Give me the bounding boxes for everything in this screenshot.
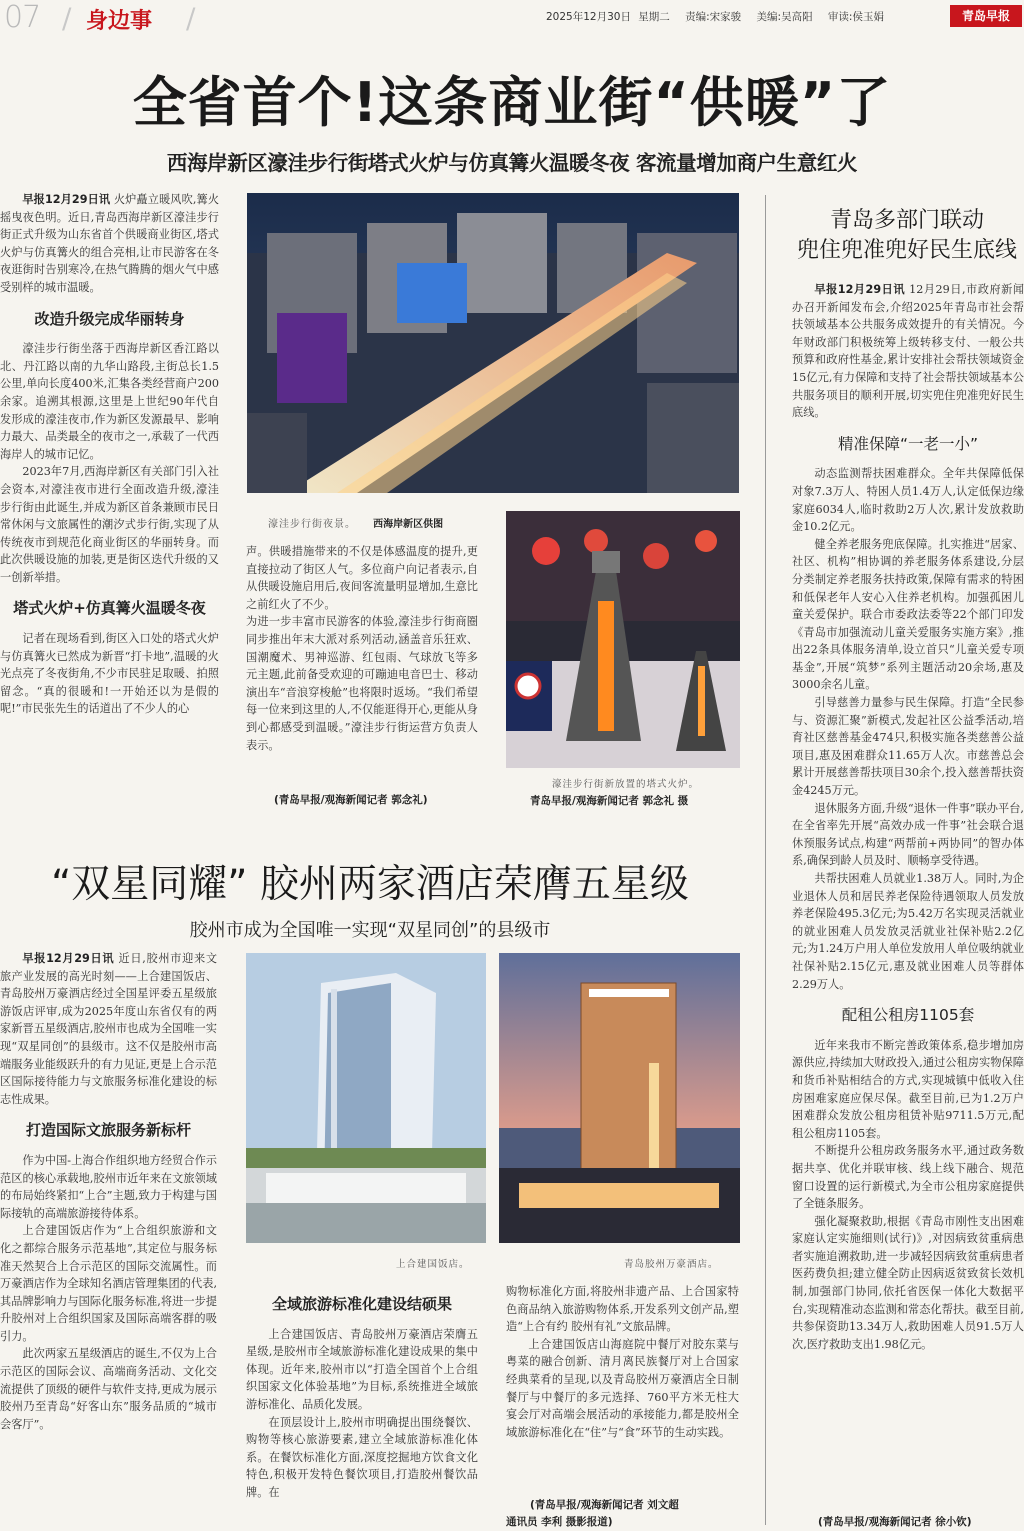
column-divider bbox=[765, 195, 766, 1525]
article2-paragraph-5: 在顶层设计上,胶州市明确提出围绕餐饮、购物等核心旅游要素,建立全域旅游标准化体系。在餐饮标准化方面,深度挖掘地方饮食文化特色,积极开发特色餐饮项目,打造胶州餐饮品牌。在 bbox=[246, 1415, 478, 1499]
article3-headline bbox=[790, 206, 1024, 266]
brand-text: 青岛早报 bbox=[961, 9, 1010, 23]
article2-paragraph-3: 此次两家五星级酒店的诞生,不仅为上合示范区的国际会议、高端商务活动、文化交流提供了顶级的硬件与软件支持,更成为展示胶州乃至青岛“好客山东”服务品质的“城市会客厅”。 bbox=[0, 1347, 217, 1431]
article2-middle-column bbox=[246, 1296, 478, 1531]
article1-intro: 火炉矗立暖风吹,篝火摇曳夜色明。近日,青岛西海岸新区濠洼步行街正式升级为山东省首个供暖商业街区,塔式火炉与仿真篝火的组合亮相,让市民游客在冬夜逛街时告别寒冷,在热气腾腾的烟火气中感受别样的城市温暖。 bbox=[0, 193, 219, 294]
article1-photo2-caption: 濠洼步行街新放置的塔式火炉。 bbox=[552, 779, 700, 790]
article2-subheading-1: 打造国际文旅服务新标杆 bbox=[25, 1121, 191, 1140]
header-weekday: 星期二 bbox=[638, 11, 670, 23]
article3-intro-lead: 早报12月29日讯 bbox=[814, 283, 906, 296]
article1-photo-street bbox=[247, 193, 739, 493]
page-header bbox=[0, 0, 1024, 36]
article2-paragraph-6: 购物标准化方面,将胶州非遗产品、上合国家特色商品纳入旅游购物体系,开发系列文创产品,塑造“上合有约 胶州有礼”文旅品牌。 bbox=[506, 1285, 739, 1334]
article1-middle-column bbox=[246, 543, 478, 813]
header-editor: 责编:宋家骏 bbox=[685, 11, 742, 23]
tower-heater-image bbox=[506, 511, 740, 768]
article3-paragraph-6: 近年来我市不断完善政策体系,稳步增加房源供应,持续加大财政投入,通过公租房实物保障和货币补贴相结合的方式,实现城镇中低收入住房困难家庭应保尽保。截至目前,已为1.2万户困难群众发放公租房租赁补贴9711.5万元,配租公租房1105套。 bbox=[792, 1038, 1024, 1140]
article3-paragraph-2: 健全养老服务兜底保障。扎实推进“居家、社区、机构”相协调的养老服务体系建设,分层分类制定养老服务扶持政策,保障有需求的特困和低保老年人安心入住养老机构。加强孤困儿童关爱保护。联合市委政法委等22个部门印发《青岛市加强流动儿童关爱服务实施方案》,推出22条具体服务清单,设立首只“儿童关爱专项基金”,开展“筑梦”系列主题活动20余场,惠及3000余名儿童。 bbox=[792, 537, 1024, 692]
article1-photo1-credit: 西海岸新区供图 bbox=[373, 519, 444, 530]
article2-photo-jianguo bbox=[246, 953, 486, 1243]
article3-paragraph-3: 引导慈善力量参与民生保障。打造“全民参与、资源汇聚”新模式,发起社区公益季活动,培育社区慈善基金474只,积极实施各类慈善公益项目,惠及困难群众11.65万人次。市慈善总会累计开展慈善帮扶项目30余个,投入慈善帮扶资金4245万元。 bbox=[792, 696, 1024, 798]
article2-credit-1: (青岛早报/观海新闻记者 刘文超 bbox=[530, 1499, 679, 1511]
article2-paragraph-2: 上合建国饭店作为“上合组织旅游和文化之都综合服务示范基地”,其定位与服务标准天然契合上合示范区的国际交流属性。而万豪酒店作为全球知名酒店管理集团的代表,其品牌影响力与国际化服务标准,将进一步提升胶州对上合组织国家及国际高端客群的吸引力。 bbox=[0, 1224, 217, 1343]
article2-right-column bbox=[506, 1283, 739, 1498]
article2-photo1-caption: 上合建国饭店。 bbox=[396, 1259, 470, 1270]
article1-subhead: 西海岸新区濠洼步行街塔式火炉与仿真篝火温暖冬夜 客流量增加商户生意红火 bbox=[166, 151, 858, 175]
article2-paragraph-4: 上合建国饭店、青岛胶州万豪酒店荣膺五星级,是胶州市全域旅游标准化建设成果的集中体现。近年来,胶州市以“打造全国首个上合组织国家文化体验基地”为目标,系统推进全域旅游标准化、品质化发展。 bbox=[246, 1327, 478, 1411]
article3-subheading-1: 精准保障“一老一小” bbox=[837, 434, 979, 453]
page-number: 07 bbox=[4, 0, 41, 35]
article3-credit: (青岛早报/观海新闻记者 徐小钦) bbox=[818, 1516, 972, 1528]
article3-intro: 12月29日,市政府新闻办召开新闻发布会,介绍2025年青岛市社会帮扶领域基本公共服务成效提升的有关情况。今年财政部门积极统筹上级转移支付、一般公共预算和政府性基金,累计安排社会帮扶领域资金15亿元,有力保障和支持了社会帮扶领域基本公共服务项目的顺利开展,切实兜住兜准兜好民生底线。 bbox=[792, 283, 1024, 420]
article1-photo1-caption-row bbox=[268, 512, 488, 531]
article1-paragraph-2: 2023年7月,西海岸新区有关部门引入社会资本,对濠洼夜市进行全面改造升级,濠洼步行街由此诞生,并成为新区首条兼顾市民日常休闲与文旅属性的潮汐式步行街,实现了从传统夜市到规范化商业街区的华丽转身。而此次供暖设施的加装,更是街区迭代升级的又一创新举措。 bbox=[0, 465, 219, 584]
article3-paragraph-1: 动态监测帮扶困难群众。全年共保障低保对象7.3万人、特困人员1.4万人,认定低保边缘家庭6034人,临时救助2万人次,累计发放救助金10.2亿元。 bbox=[792, 467, 1024, 534]
article2-left-column bbox=[0, 950, 217, 1530]
brand-logo bbox=[950, 5, 1022, 27]
article2-paragraph-7: 上合建国饭店山海庭院中餐厅对胶东菜与粤菜的融合创新、清月离民族餐厅对上合国家经典菜肴的呈现,以及青岛胶州万豪酒店全日制餐厅与中餐厅的多元选择、760平方米无柱大宴会厅对高端会展活动的承接能力,都是胶州全域旅游标准化在“住”与“食”环节的生动实践。 bbox=[506, 1337, 739, 1439]
article1-credit: (青岛早报/观海新闻记者 郭念礼) bbox=[274, 794, 428, 806]
header-date: 2025年12月30日 bbox=[546, 11, 631, 23]
article1-photo-heater bbox=[506, 511, 740, 768]
article1-intro-lead: 早报12月29日讯 bbox=[22, 193, 111, 206]
article2-photo-marriott bbox=[499, 953, 740, 1243]
marriott-hotel-image bbox=[499, 953, 740, 1243]
article3-paragraph-8: 强化凝聚救助,根据《青岛市刚性支出困难家庭认定实施细则(试行)》,对因病致贫重病患者实施追溯救助,进一步减轻因病致贫重病患者医药费负担;建立健全防止因病返贫致贫长效机制,加强部门协同,依托省医保一体化大数据平台,实现精准动态监测和常态化帮扶。截至目前,共参保资助13.34万人,救助困难人员91.5万人次,医疗救助支出1.98亿元。 bbox=[792, 1214, 1024, 1351]
article2-subheading-2: 全域旅游标准化建设结硕果 bbox=[271, 1296, 452, 1313]
article3-subheading-2: 配租公租房1105套 bbox=[841, 1006, 975, 1025]
street-night-image bbox=[247, 193, 739, 493]
article2-subhead: 胶州市成为全国唯一实现“双星同创”的县级市 bbox=[189, 920, 551, 941]
article2-headline: “双星同耀” 胶州两家酒店荣膺五星级 bbox=[51, 862, 689, 907]
article3-column bbox=[792, 281, 1024, 1513]
article3-paragraph-4: 退休服务方面,升级“退休一件事”联办平台,在全省率先开展“高效办成一件事”社会联合退休预服务试点,构建“两帮前+两协同”的智办体系,确保到龄人员及时、顺畅享受待遇。 bbox=[792, 801, 1024, 868]
article1-paragraph-4: 声。供暖措施带来的不仅是体感温度的提升,更直接拉动了街区人气。多位商户向记者表示,自从供暖设施启用后,夜间客流量明显增加,生意比之前红火了不少。 bbox=[246, 545, 478, 611]
article1-headline: 全省首个!这条商业街“供暖”了 bbox=[132, 71, 892, 134]
article2-intro-lead: 早报12月29日讯 bbox=[22, 952, 115, 965]
article1-subheading-2: 塔式火炉+仿真篝火温暖冬夜 bbox=[13, 599, 206, 618]
article1-paragraph-5: 为进一步丰富市民游客的体验,濠洼步行街商圈同步推出年末大派对系列活动,涵盖音乐狂欢、国潮魔术、男神巡游、红包雨、气球放飞等多元主题,此前备受欢迎的可蹦迪电音巴士、移动演出车“音浪穿梭舱”也将限时返场。“我们希望每一位来到这里的人,不仅能逛得开心,更能从身到心都感受到温暖。”濠洼步行街运营方负责人表示。 bbox=[246, 615, 478, 752]
article1-left-column bbox=[0, 191, 219, 811]
article1-paragraph-1: 濠洼步行街坐落于西海岸新区香江路以北、丹江路以南的九华山路段,主街总长1.5公里,单向长度400米,汇集各类经营商户200余家。追溯其根源,这里是上世纪90年代自发形成的濠洼夜市,作为新区发源最早、影响力最大、品类最全的夜市之一,承载了一代西海岸人的城市记忆。 bbox=[0, 342, 219, 461]
article1-photo1-caption: 濠洼步行街夜景。 bbox=[268, 519, 356, 530]
article3-headline-2: 兜住兜准兜好民生底线 bbox=[796, 238, 1017, 263]
header-meta bbox=[546, 9, 884, 24]
article2-credit-2: 通讯员 李利 摄影报道) bbox=[506, 1516, 613, 1528]
article3-headline-1: 青岛多部门联动 bbox=[829, 208, 984, 233]
article1-photo2-credit: 青岛早报/观海新闻记者 郭念礼 摄 bbox=[530, 795, 689, 807]
article2-intro: 近日,胶州市迎来文旅产业发展的高光时刻——上合建国饭店、青岛胶州万豪酒店经过全国星评委五星级旅游饭店评审,成为2025年度山东省仅有的两家新晋五星级酒店,胶州市也成为全国唯一实现“双星同创”的县级市。这不仅是胶州市高端服务业能级跃升的有力见证,更是上合示范区国际接待能力与文旅服务标准化建设的标志性成果。 bbox=[0, 952, 217, 1106]
article2-paragraph-1: 作为中国-上海合作组织地方经贸合作示范区的核心承载地,胶州市近年来在文旅领域的布局始终紧扣“上合”主题,致力于构建与国际接轨的高端旅游接待体系。 bbox=[0, 1153, 217, 1220]
article3-paragraph-7: 不断提升公租房政务服务水平,通过政务数据共享、优化并联审核、线上线下融合、规范窗口设置的运行新模式,为全市公租房家庭提供了全链条服务。 bbox=[792, 1144, 1024, 1211]
jianguo-hotel-image bbox=[246, 953, 486, 1243]
article3-paragraph-5: 共帮扶困难人员就业1.38万人。同时,为企业退休人员和居民养老保险待遇领取人员发放养老保险495.3亿元;为5.42万名实现灵活就业的就业困难人员发放灵活就业社保补贴2.2亿元;为1.24万户用人单位发放用人单位吸纳就业社保补贴2.15亿元,惠及就业困难人员等群体2.29万人。 bbox=[792, 872, 1024, 991]
header-proofreader: 审读:侯玉娟 bbox=[827, 11, 884, 23]
header-slash-2: / bbox=[186, 2, 196, 35]
section-title: 身边事 bbox=[86, 9, 153, 34]
article1-subheading-1: 改造升级完成华丽转身 bbox=[34, 309, 185, 328]
article1-paragraph-3: 记者在现场看到,街区入口处的塔式火炉与仿真篝火已然成为新晋“打卡地”,温暖的火光点亮了冬夜街角,不少市民驻足取暖、拍照留念。“真的很暖和!一开始还以为是假的呢!”市民张先生的话道出了不少人的心 bbox=[0, 632, 219, 716]
header-designer: 美编:吴高阳 bbox=[756, 11, 813, 23]
header-slash: / bbox=[62, 2, 72, 35]
article2-photo2-caption: 青岛胶州万豪酒店。 bbox=[624, 1259, 719, 1270]
